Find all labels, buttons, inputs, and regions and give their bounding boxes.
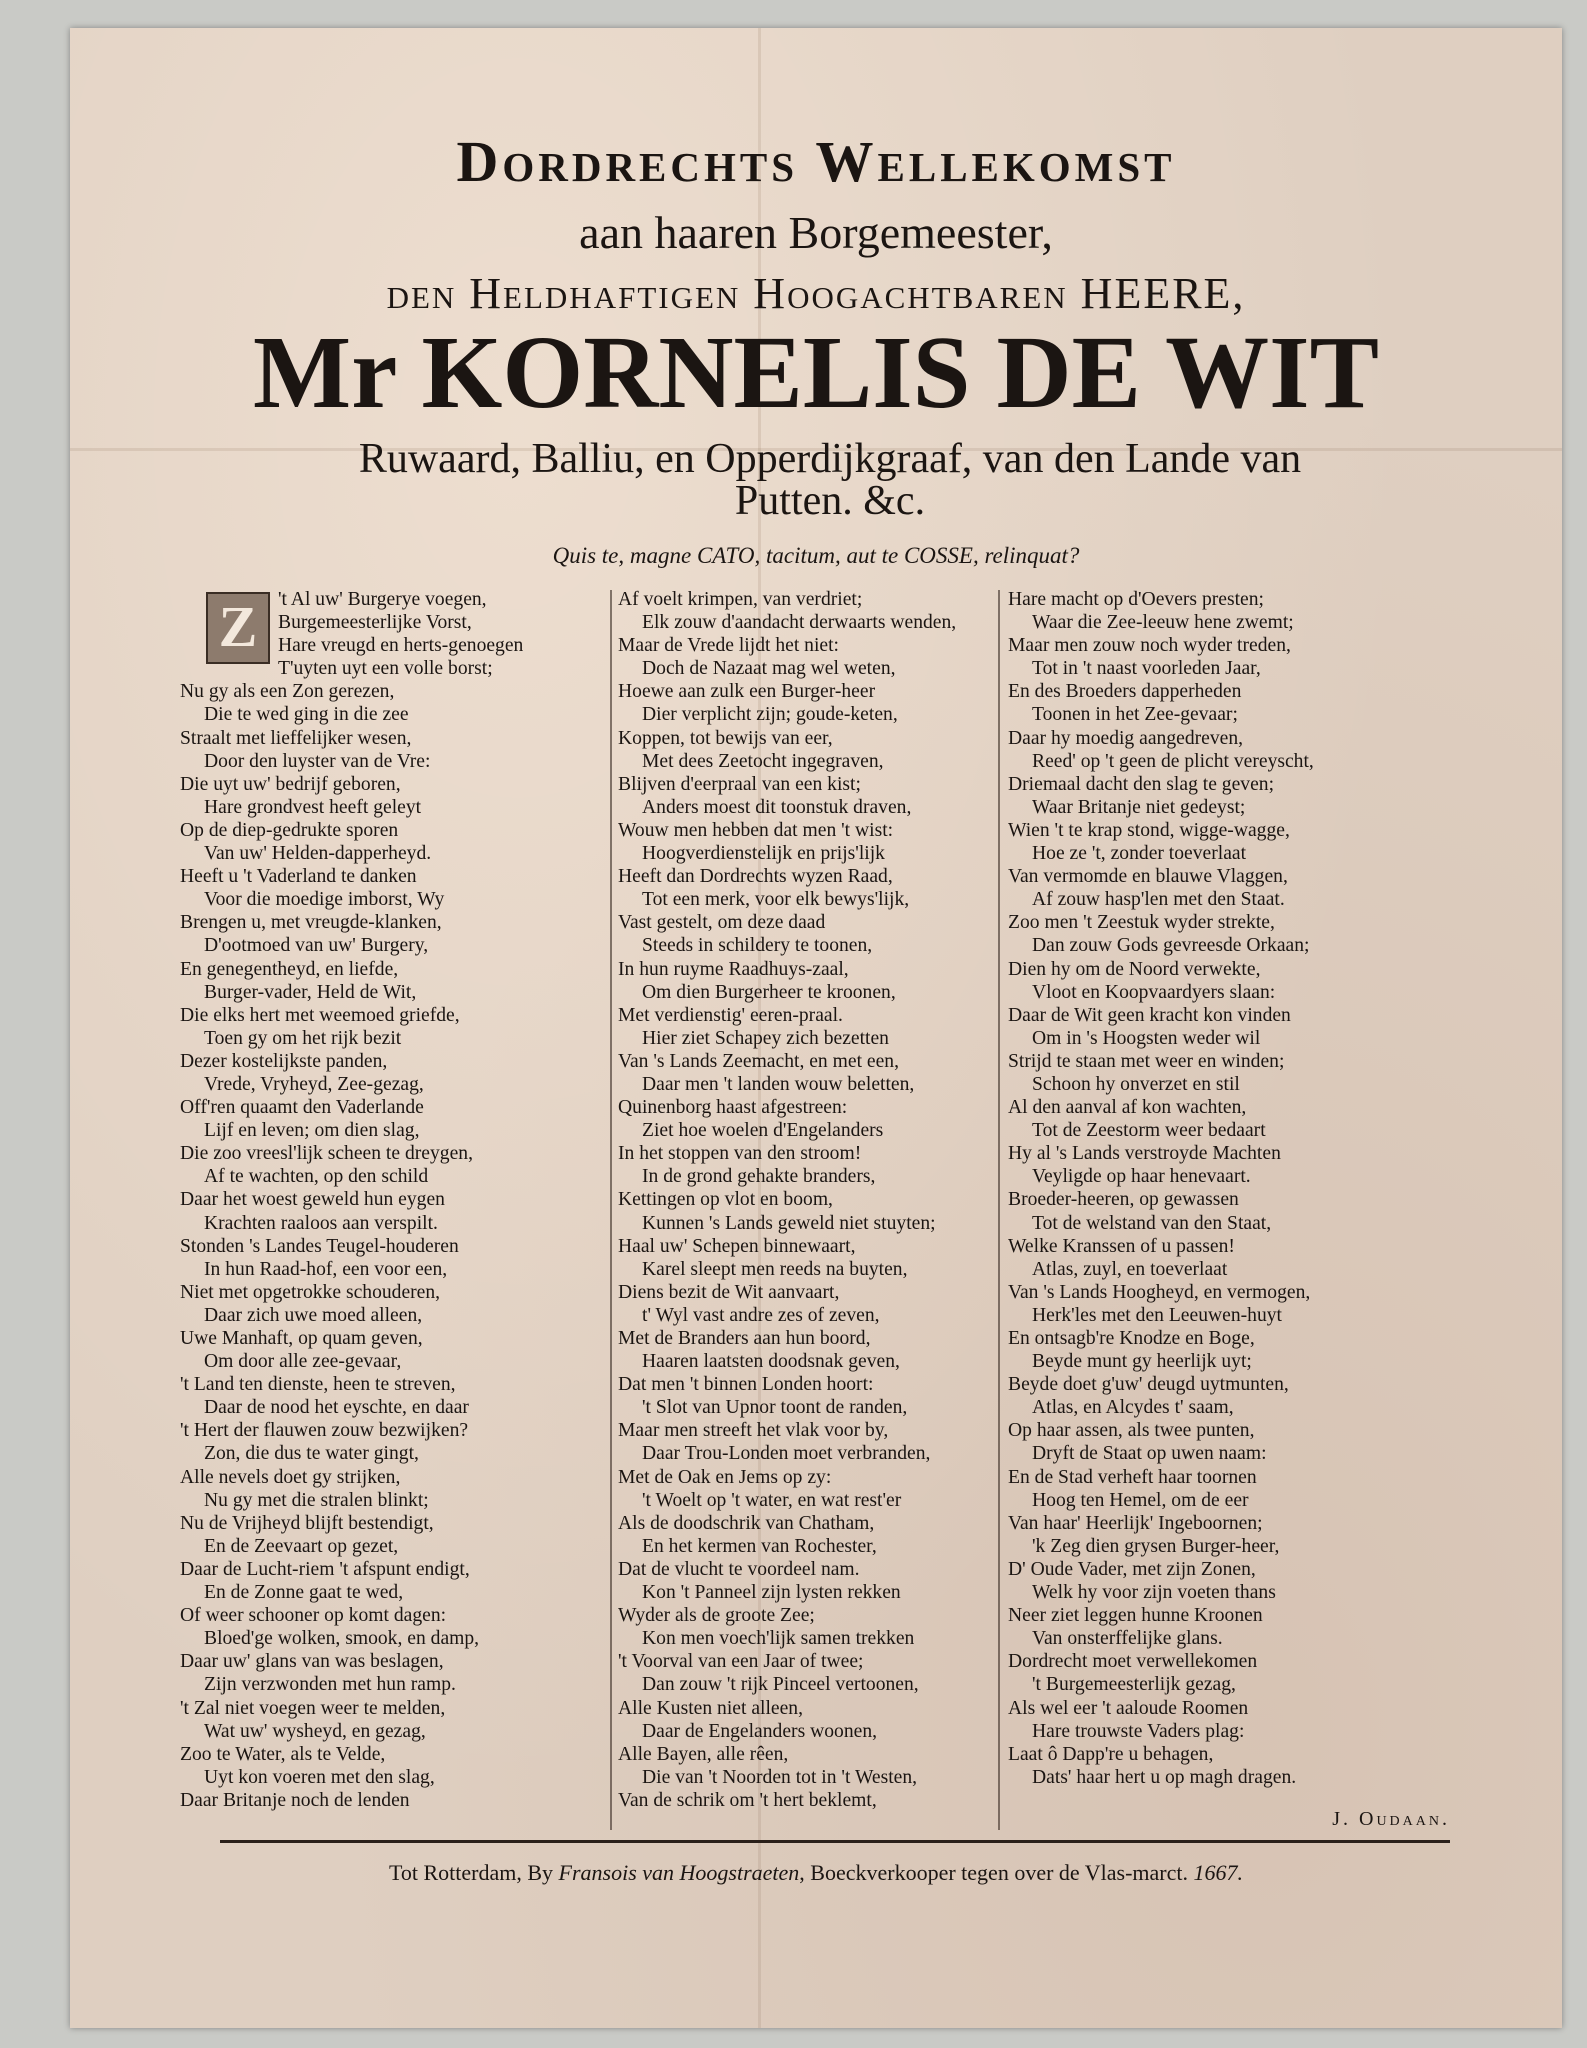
poem-line: Wouw men hebben dat men 't wist: — [618, 819, 894, 841]
poem-line: Waar Britanje niet gedeyst; — [1032, 796, 1246, 818]
poem-line: T'uyten uyt een volle borst; — [278, 658, 493, 680]
poem-line: Hare grondvest heeft geleyt — [204, 796, 422, 818]
poem-line: In het stoppen van den stroom! — [618, 1143, 862, 1165]
poem-line: Kunnen 's Lands geweld niet stuyten; — [642, 1212, 936, 1234]
poem-line: Kon men voech'lijk samen trekken — [642, 1628, 915, 1650]
poem-line: Dan zouw Gods gevreesde Orkaan; — [1032, 935, 1310, 957]
poem-line: Hoewe aan zulk een Burger-heer — [618, 681, 876, 703]
poem-line: 't Burgemeesterlijk gezag, — [1032, 1674, 1236, 1696]
poem-line: Dan zouw 't rijk Pinceel vertoonen, — [642, 1674, 919, 1696]
poem-line: Van vermomde en blauwe Vlaggen, — [1008, 866, 1288, 888]
poem-line: Al den aanval af kon wachten, — [1008, 1097, 1247, 1119]
poem-line: Zon, die dus te water gingt, — [204, 1443, 419, 1465]
poem-line: D' Oude Vader, met zijn Zonen, — [1008, 1558, 1256, 1580]
poem-line: Maar men streeft het vlak voor by, — [618, 1420, 889, 1442]
poem-line: Daar het woest geweld hun eygen — [180, 1189, 445, 1211]
poem-line: Hare macht op d'Oevers presten; — [1008, 589, 1264, 610]
imprint-suffix: , Boeckverkooper tegen over de Vlas-marct. — [799, 1860, 1189, 1885]
poem-line: Brengen u, met vreugde-klanken, — [180, 912, 442, 934]
poem-line: Reed' op 't geen de plicht vereyscht, — [1032, 750, 1314, 772]
poem-line: Broeder-heeren, op gewassen — [1008, 1189, 1239, 1211]
poem-line: Daar zich uwe moed alleen, — [204, 1304, 423, 1326]
poem-line: Vast gestelt, om deze daad — [618, 912, 826, 934]
poem-line: Herk'les met den Leeuwen-huyt — [1032, 1304, 1282, 1326]
poem-line: Van onsterffelijke glans. — [1032, 1628, 1223, 1650]
poem-line: Wien 't te krap stond, wigge-wagge, — [1008, 819, 1290, 841]
poem-line: Als de doodschrik van Chatham, — [618, 1512, 875, 1534]
poem-line: Maar men zouw noch wyder treden, — [1008, 635, 1291, 657]
poem-line: Atlas, en Alcydes t' saam, — [1032, 1397, 1234, 1419]
poem-line: Om dien Burgerheer te kroonen, — [642, 981, 896, 1003]
poem-line: Met de Oak en Jems op zy: — [618, 1466, 832, 1488]
poem-line: Daar de nood het eyschte, en daar — [204, 1397, 469, 1419]
title-line-5: Ruwaard, Balliu, en Opperdijkgraaf, van den Lande van Putten. &c. — [358, 436, 1302, 524]
poem-line: In de grond gehakte branders, — [642, 1166, 876, 1188]
poem-line: Ziet hoe woelen d'Engelanders — [642, 1120, 884, 1142]
poem-line: Dier verplicht zijn; goude-keten, — [642, 704, 898, 726]
poem-line: Of weer schooner op komt dagen: — [180, 1605, 447, 1627]
imprint-prefix: Tot Rotterdam, By — [388, 1860, 554, 1885]
title-line-2: aan haaren Borgemeester, — [579, 207, 1053, 258]
imprint-year: 1667. — [1193, 1860, 1244, 1885]
poem-line: Welk hy voor zijn voeten thans — [1032, 1582, 1276, 1604]
poem-line: 't Land ten dienste, heen te streven, — [180, 1374, 456, 1396]
poem-line: Voor die moedige imborst, Wy — [204, 889, 445, 911]
poem-line: Dien hy om de Noord verwekte, — [1008, 958, 1261, 980]
poem-line: Wyder als de groote Zee; — [618, 1605, 815, 1627]
poem-line: Alle Bayen, alle rêen, — [618, 1743, 789, 1765]
poem-line: Tot de welstand van den Staat, — [1032, 1212, 1272, 1234]
poem-line: Zijn verzwonden met hun ramp. — [204, 1674, 456, 1696]
poem-line: Blijven d'eerpraal van een kist; — [618, 773, 861, 795]
poem-line: Veyligde op haar henevaart. — [1032, 1166, 1251, 1188]
poem-line: Elk zouw d'aandacht derwaarts wenden, — [642, 612, 957, 634]
poem-line: Daar Britanje noch de lenden — [180, 1789, 410, 1811]
poem-line: Alle Kusten niet alleen, — [618, 1697, 803, 1719]
poem-line: Heeft u 't Vaderland te danken — [180, 866, 417, 888]
poem-line: Die elks hert met weemoed griefde, — [180, 1004, 460, 1026]
poem-line: Daar uw' glans van was beslagen, — [180, 1651, 444, 1673]
poem-line: Hoe ze 't, zonder toeverlaat — [1032, 843, 1247, 865]
poem-line: Toen gy om het rijk bezit — [204, 1027, 402, 1049]
poem-line: Tot een merk, voor elk bewys'lijk, — [642, 889, 910, 911]
poem-line: Met verdienstig' eeren-praal. — [618, 1004, 843, 1026]
poem-line: Daar men 't landen wouw beletten, — [642, 1073, 915, 1095]
poem-line: Beyde doet g'uw' deugd uytmunten, — [1008, 1374, 1289, 1396]
poem-line: Hare vreugd en herts-genoegen — [278, 635, 524, 657]
poem-line: Heeft dan Dordrechts wyzen Raad, — [618, 866, 893, 888]
poem-line: Strijd te staan met weer en winden; — [1008, 1050, 1285, 1072]
poem-line: In hun ruyme Raadhuys-zaal, — [618, 958, 849, 980]
poem-column-3 — [1008, 588, 1408, 1789]
poem-line: Zoo men 't Zeestuk wyder strekte, — [1008, 912, 1275, 934]
poem-line: En de Zeevaart op gezet, — [204, 1535, 399, 1557]
poem-line: t' Wyl vast andre zes of zeven, — [642, 1304, 880, 1326]
poem-line: Alle nevels doet gy strijken, — [180, 1466, 401, 1488]
poem-line: Wat uw' wysheyd, en gezag, — [204, 1720, 426, 1742]
title-line-3: den Heldhaftigen Hoogachtbaren HEERE, — [386, 269, 1246, 318]
poem-line: 't Voorval van een Jaar of twee; — [618, 1651, 864, 1673]
column-divider — [610, 590, 612, 1830]
poem-line: Daar hy moedig aangedreven, — [1008, 727, 1244, 749]
poem-line: Uwe Manhaft, op quam geven, — [180, 1328, 423, 1349]
poem-line: Vrede, Vryheyd, Zee-gezag, — [204, 1073, 424, 1095]
poem-column-1-lines — [180, 588, 580, 1812]
poem-line: Karel sleept men reeds na buyten, — [642, 1258, 908, 1280]
poem-line: Driemaal dacht den slag te geven; — [1008, 773, 1275, 795]
poem-column-3-lines — [1008, 588, 1408, 1789]
title-line-1: Dordrechts Wellekomst — [456, 129, 1176, 194]
poem-line: Waar die Zee-leeuw hene zwemt; — [1032, 612, 1294, 634]
poem-line: Bloed'ge wolken, smook, en damp, — [204, 1628, 480, 1650]
poem-line: Hoog ten Hemel, om de eer — [1032, 1489, 1249, 1511]
poem-line: Die uyt uw' bedrijf geboren, — [180, 773, 401, 795]
poem-line: En genegentheyd, en liefde, — [180, 958, 399, 980]
poem-line: Af te wachten, op den schild — [204, 1166, 429, 1188]
poem-line: 't Zal niet voegen weer te melden, — [180, 1697, 446, 1719]
poem-line: Daar de Engelanders woonen, — [642, 1720, 878, 1742]
poem-line: Om in 's Hoogsten weder wil — [1032, 1027, 1261, 1049]
poem-line: Welke Kranssen of u passen! — [1008, 1235, 1235, 1257]
poem-line: Hare trouwste Vaders plag: — [1032, 1720, 1245, 1742]
poem-line: Door den luyster van de Vre: — [204, 750, 431, 772]
poem-line: Neer ziet leggen hunne Kroonen — [1008, 1605, 1263, 1627]
poem-line: 't Woelt op 't water, en wat rest'er — [642, 1489, 902, 1511]
poem-line: Daar de Wit geen kracht kon vinden — [1008, 1004, 1291, 1026]
poem-line: Uyt kon voeren met den slag, — [204, 1766, 435, 1788]
poem-line: Dryft de Staat op uwen naam: — [1032, 1443, 1267, 1465]
imprint — [70, 1860, 1562, 1886]
poem-line: Steeds in schildery te toonen, — [642, 935, 873, 957]
poem-line: Niet met opgetrokke schouderen, — [180, 1281, 441, 1303]
poem-line: 't Al uw' Burgerye voegen, — [278, 589, 487, 610]
poem-line: En de Zonne gaat te wed, — [204, 1582, 404, 1604]
poem-line: Hy al 's Lands verstroyde Machten — [1008, 1143, 1281, 1165]
poem-line: Af zouw hasp'len met den Staat. — [1032, 889, 1285, 911]
poem-line: Tot in 't naast voorleden Jaar, — [1032, 658, 1261, 680]
poem-line: Van 's Lands Zeemacht, en met een, — [618, 1050, 899, 1072]
poem-line: Nu de Vrijheyd blijft bestendigt, — [180, 1512, 434, 1534]
poem-line: Nu gy als een Zon gerezen, — [180, 681, 395, 703]
poem-line: Met dees Zeetocht ingegraven, — [642, 750, 884, 772]
poem-line: Van de schrik om 't hert beklemt, — [618, 1789, 877, 1811]
poem-line: Burgemeesterlijke Vorst, — [278, 612, 472, 634]
broadsheet — [70, 28, 1562, 2028]
poem-line: 't Slot van Upnor toont de randen, — [642, 1397, 908, 1419]
imprint-printer: Fransois van Hoogstraeten — [558, 1860, 800, 1885]
poem-line: Krachten raaloos aan verspilt. — [204, 1212, 438, 1234]
poem-line: Stonden 's Landes Teugel-houderen — [180, 1235, 459, 1257]
poem-line: Straalt met lieffelijker wesen, — [180, 727, 412, 749]
poem-line: En de Stad verheft haar toornen — [1008, 1466, 1257, 1488]
poem-line: D'ootmoed van uw' Burgery, — [204, 935, 429, 957]
poem-line: Laat ô Dapp're u behagen, — [1008, 1743, 1214, 1765]
poem-line: En des Broeders dapperheden — [1008, 681, 1242, 703]
poem-line: Tot de Zeestorm weer bedaart — [1032, 1120, 1266, 1142]
poem-column-2-lines — [618, 588, 1018, 1812]
poem-line: Met de Branders aan hun boord, — [618, 1328, 871, 1349]
poem-line: Van 's Lands Hoogheyd, en vermogen, — [1008, 1281, 1311, 1303]
poem-line: Hoogverdienstelijk en prijs'lijk — [642, 843, 885, 865]
poem-line: Toonen in het Zee-gevaar; — [1032, 704, 1238, 726]
author-signature: J. Oudaan. — [1332, 1808, 1450, 1830]
dropcap-ornament — [206, 592, 270, 664]
poem-line: En het kermen van Rochester, — [642, 1535, 877, 1557]
poem-line: Nu gy met die stralen blinkt; — [204, 1489, 429, 1511]
poem-line: Die zoo vreesl'lijk scheen te dreygen, — [180, 1143, 473, 1165]
poem-line: Quinenborg haast afgestreen: — [618, 1097, 848, 1119]
poem-line: En ontsagb're Knodze en Boge, — [1008, 1328, 1255, 1349]
poem-line: Beyde munt gy heerlijk uyt; — [1032, 1351, 1252, 1373]
poem-line: Hier ziet Schapey zich bezetten — [642, 1027, 889, 1049]
poem-line: Dezer kostelijkste panden, — [180, 1050, 388, 1072]
poem-line: Dat men 't binnen Londen hoort: — [618, 1374, 874, 1396]
poem-line: Als wel eer 't aaloude Roomen — [1008, 1697, 1249, 1719]
motto: Quis te, magne CATO, tacitum, aut te COSSE, relinquat? — [552, 543, 1080, 568]
poem-line: Haal uw' Schepen binnewaart, — [618, 1235, 856, 1257]
poem-line: Koppen, tot bewijs van eer, — [618, 727, 833, 749]
poem-line: Dat de vlucht te voordeel nam. — [618, 1558, 860, 1580]
poem-line: Die van 't Noorden tot in 't Westen, — [642, 1766, 918, 1788]
poem-line: Doch de Nazaat mag wel weten, — [642, 658, 896, 680]
poem-line: Dordrecht moet verwellekomen — [1008, 1651, 1258, 1673]
poem-line: Daar Trou-Londen moet verbranden, — [642, 1443, 931, 1465]
poem-line: Van uw' Helden-dapperheyd. — [204, 843, 432, 865]
poem-line: 'k Zeg dien grysen Burger-heer, — [1032, 1535, 1280, 1557]
poem-line: Off'ren quaamt den Vaderlande — [180, 1097, 424, 1119]
poem-line: Af voelt krimpen, van verdriet; — [618, 589, 863, 610]
poem-line: 't Hert der flauwen zouw bezwijken? — [180, 1420, 469, 1442]
poem-line: Atlas, zuyl, en toeverlaat — [1032, 1258, 1228, 1280]
poem-line: Burger-vader, Held de Wit, — [204, 981, 417, 1003]
poem-line: Vloot en Koopvaardyers slaan: — [1032, 981, 1276, 1003]
poem-line: Maar de Vrede lijdt het niet: — [618, 635, 839, 657]
poem-line: Haaren laatsten doodsnak geven, — [642, 1351, 900, 1373]
title-line-4: Mr KORNELIS DE WIT — [253, 315, 1379, 430]
poem-line: Anders moest dit toonstuk draven, — [642, 796, 912, 818]
poem-line: Kettingen op vlot en boom, — [618, 1189, 833, 1211]
poem-line: Om door alle zee-gevaar, — [204, 1351, 402, 1373]
dropcap-letter: Z — [218, 594, 258, 659]
poem-line: Zoo te Water, als te Velde, — [180, 1743, 386, 1765]
poem-line: Op de diep-gedrukte sporen — [180, 819, 399, 841]
poem-line: Van haar' Heerlijk' Ingeboornen; — [1008, 1512, 1263, 1534]
poem-column-2 — [618, 588, 1018, 1812]
poem-line: Dats' haar hert u op magh dragen. — [1032, 1766, 1297, 1788]
poem-line: Daar de Lucht-riem 't afspunt endigt, — [180, 1558, 470, 1580]
poem-line: Lijf en leven; om dien slag, — [204, 1120, 420, 1142]
poem-line: Die te wed ging in die zee — [204, 704, 409, 726]
poem-line: In hun Raad-hof, een voor een, — [204, 1258, 448, 1280]
poem-line: Diens bezit de Wit aanvaart, — [618, 1281, 840, 1303]
poem-column-1 — [180, 588, 580, 1812]
poem-line: Schoon hy onverzet en stil — [1032, 1073, 1240, 1095]
poem-line: Kon 't Panneel zijn lysten rekken — [642, 1582, 901, 1604]
footer-rule — [220, 1840, 1450, 1843]
column-divider — [998, 590, 1000, 1830]
poem-line: Op haar assen, als twee punten, — [1008, 1420, 1255, 1442]
